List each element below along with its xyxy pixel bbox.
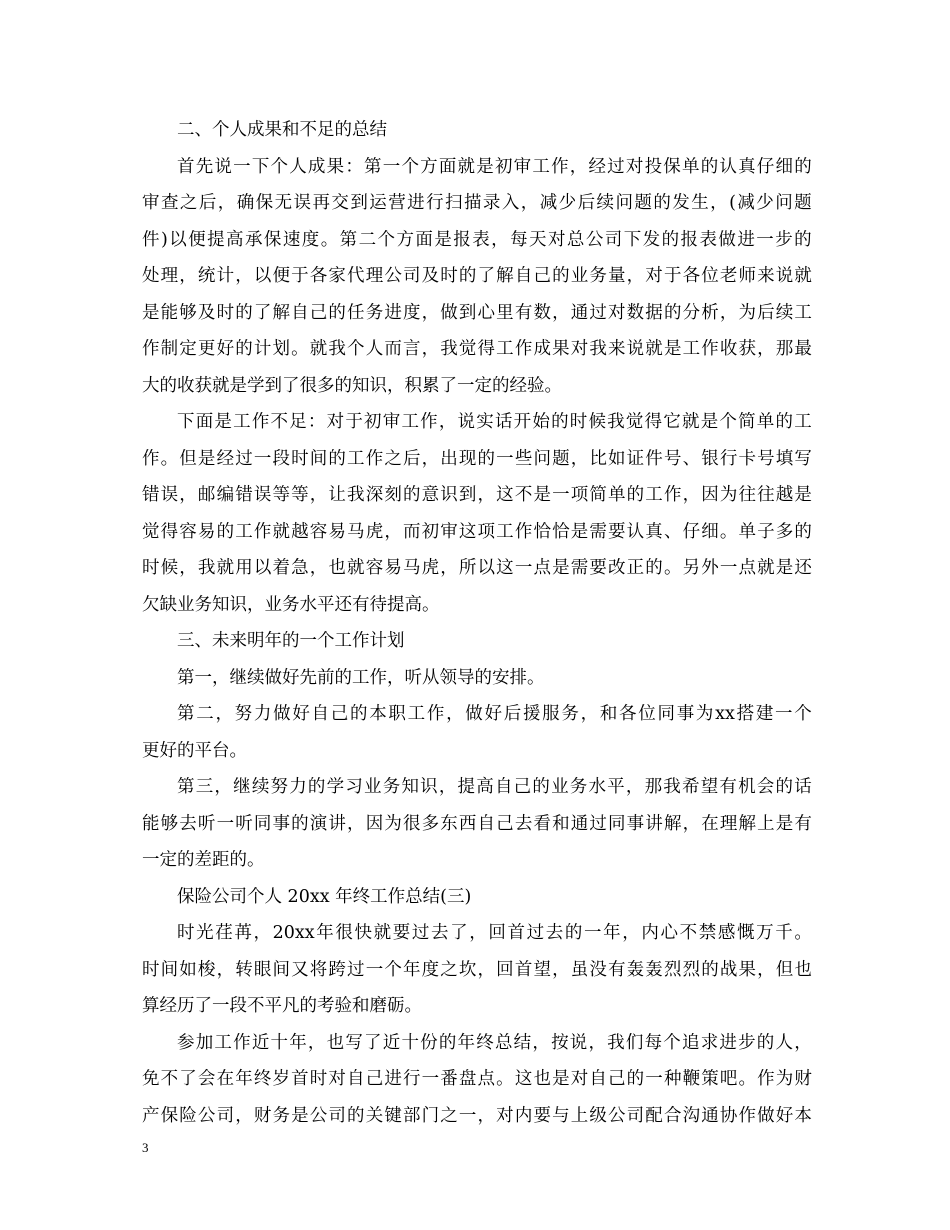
text-line: 更好的平台。: [142, 740, 247, 761]
text-line: 作 制 定 更 好 的 计 划 。 就 我 个 人 而 言 ， 我 觉 得 工 作 成 果 对 我 来 说 就 是 工 作 收 获 ， 那 最: [142, 339, 812, 359]
text-line: 第 三 ， 继 续 努 力 的 学 习 业 务 知 识 ， 提 高 自 己 的 业 务 水 平 ， 那 我 希 望 有 机 会 的 话: [177, 777, 812, 797]
text-line: 首 先 说 一 下 个 人 成 果 ： 第 一 个 方 面 就 是 初 审 工 作 ， 经 过 对 投 保 单 的 认 真 仔 细 的: [177, 156, 812, 177]
text-line: 处 理 ， 统 计 ， 以 便 于 各 家 代 理 公 司 及 时 的 了 解 自 己 的 业 务 量 ， 对 于 各 位 老 师 来 说 就: [142, 266, 812, 286]
text-line: 件 ) 以 便 提 高 承 保 速 度 。 第 二 个 方 面 是 报 表 ， 每 天 对 总 公 司 下 发 的 报 表 做 进 一 步 的: [142, 229, 812, 250]
text-line: 第 二 ， 努 力 做 好 自 己 的 本 职 工 作 ， 做 好 后 援 服 务 ， 和 各 位 同 事 为 xx 搭 建 一 个: [177, 704, 812, 724]
text-line: 免 不 了 会 在 年 终 岁 首 时 对 自 己 进 行 一 番 盘 点 。 这 也 是 对 自 己 的 一 种 鞭 策 吧 。 作 为 财: [142, 1069, 812, 1089]
document-body: [142, 112, 812, 1134]
text-line: 参 加 工 作 近 十 年 ， 也 写 了 近 十 份 的 年 终 总 结 ， 按 说 ， 我 们 每 个 追 求 进 步 的 人 ，: [177, 1032, 812, 1053]
text-line: 审 查 之 后 ， 确 保 无 误 再 交 到 运 营 进 行 扫 描 录 入 ， 减 少 后 续 问 题 的 发 生 ， ( 减 少 问 题: [142, 193, 812, 213]
text-line: 下 面 是 工 作 不 足 ： 对 于 初 审 工 作 ， 说 实 话 开 始 的 时 候 我 觉 得 它 就 是 个 简 单 的 工: [177, 412, 812, 432]
text-line: 时 候 ， 我 就 用 以 着 急 ， 也 就 容 易 马 虎 ， 所 以 这 一 点 是 需 要 改 正 的 。 另 外 一 点 就 是 还: [142, 558, 812, 578]
text-line: 保险公司个人 20xx 年终工作总结(三): [177, 886, 472, 907]
text-line: 产 保 险 公 司 ， 财 务 是 公 司 的 关 键 部 门 之 一 ， 对 内 要 与 上 级 公 司 配 合 沟 通 协 作 做 好 本: [142, 1105, 812, 1126]
text-line: 欠缺业务知识，业务水平还有待提高。: [142, 594, 440, 615]
text-line: 三、未来明年的一个工作计划: [177, 631, 405, 651]
page-number: 3: [142, 1140, 149, 1155]
text-line: 第一，继续做好先前的工作，听从领导的安排。: [177, 667, 545, 688]
text-line: 时 间 如 梭 ， 转 眼 间 又 将 跨 过 一 个 年 度 之 坎 ， 回 首 望 ， 虽 没 有 轰 轰 烈 烈 的 战 果 ， 但 也: [142, 959, 812, 980]
text-line: 觉 得 容 易 的 工 作 就 越 容 易 马 虎 ， 而 初 审 这 项 工 作 恰 恰 是 需 要 认 真 、 仔 细 。 单 子 多 的: [142, 521, 812, 542]
text-line: 算经历了一段不平凡的考验和磨砺。: [142, 996, 422, 1016]
text-line: 大的收获就是学到了很多的知识，积累了一定的经验。: [142, 375, 562, 396]
text-line: 二、个人成果和不足的总结: [177, 120, 387, 140]
text-line: 能 够 去 听 一 听 同 事 的 演 讲 ， 因 为 很 多 东 西 自 己 去 看 和 通 过 同 事 讲 解 ， 在 理 解 上 是 有: [142, 813, 812, 834]
text-line: 作 。 但 是 经 过 一 段 时 间 的 工 作 之 后 ， 出 现 的 一 些 问 题 ， 比 如 证 件 号 、 银 行 卡 号 填 写: [142, 448, 812, 469]
text-line: 一定的差距的。: [142, 850, 265, 870]
text-line: 是 能 够 及 时 的 了 解 自 己 的 任 务 进 度 ， 做 到 心 里 有 数 ， 通 过 对 数 据 的 分 析 ， 为 后 续 工: [142, 302, 812, 323]
text-line: 错 误 ， 邮 编 错 误 等 等 ， 让 我 深 刻 的 意 识 到 ， 这 不 是 一 项 简 单 的 工 作 ， 因 为 往 往 越 是: [142, 485, 812, 505]
text-line: 时 光 荏 苒 ， 20xx 年 很 快 就 要 过 去 了 ， 回 首 过 去 的 一 年 ， 内 心 不 禁 感 慨 万 千 。: [177, 923, 812, 943]
